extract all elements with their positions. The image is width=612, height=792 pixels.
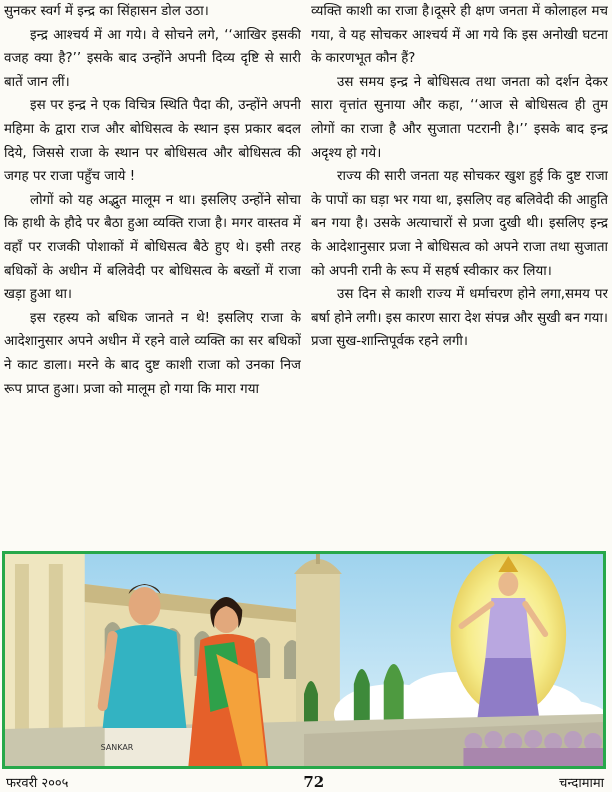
paragraph: उस समय इन्द्र ने बोधिसत्व तथा जनता को दर्शन देकर सारा वृत्तांत सुनाया और कहा, ‘‘आज से बोधिसत्व ही तुम लोगों का राजा है और सुजाता पटरानी है।’’ इसके बाद इन्द्र अदृश्य हो गये।: [311, 74, 608, 161]
right-column: [311, 0, 608, 548]
paragraph: इन्द्र आश्चर्य में आ गये। वे सोचने लगे, ‘‘आखिर इसकी वजह क्या है?’’ इसके बाद उन्होंने अपनी दिव्य दृष्टि से सारी बातें जान लीं।: [4, 27, 301, 90]
paragraph: सुनकर स्वर्ग में इन्द्र का सिंहासन डोल उठा।: [4, 4, 209, 19]
page-footer: [6, 772, 604, 792]
paragraph: इस रहस्य को बधिक जानते न थे! इसलिए राजा के आदेशानुसार अपने अधीन में रहने वाले व्यक्ति का सर बधिकों ने काट डाला। मरने के बाद दुष्ट काशी राजा को उनका निज रूप प्राप्त हुआ। प्रजा को मालूम हो गया कि मारा गया: [4, 310, 301, 397]
paragraph: उस दिन से काशी राज्य में धर्माचरण होने लगा,समय पर बर्षा होने लगी। इस कारण सारा देश संपन्न और सुखी बन गया। प्रजा सुख-शान्तिपूर्वक रहने लगी।: [311, 287, 608, 350]
issue-date: फरवरी २००५: [6, 776, 69, 791]
article-columns: [4, 0, 608, 548]
page-number: 72: [303, 773, 325, 791]
paragraph: इस पर इन्द्र ने एक विचित्र स्थिति पैदा की, उन्होंने अपनी महिमा के द्वारा राज और बोधिसत्व के स्थान इस प्रकार बदल दिये, जिससे राजा के स्थान पर बोधिसत्व और बोधिसत्व की जगह पर राजा पहुँच जाये !: [4, 98, 301, 185]
story-illustration: [2, 551, 606, 769]
paragraph: व्यक्ति काशी का राजा है।दूसरे ही क्षण जनता में कोलाहल मच गया, वे यह सोचकर आश्चर्य में आ गये कि इस अनोखी घटना के कारणभूत कौन हैं?: [311, 4, 608, 67]
magazine-name: चन्दामामा: [559, 776, 604, 791]
illustration-scene: [5, 554, 603, 766]
paragraph: लोगों को यह अद्भुत मालूम न था। इसलिए उन्होंने सोचा कि हाथी के हौदे पर बैठा हुआ व्यक्ति राजा है। मगर वास्तव में वहाँ पर राजकी पोशाकों में बोधिसत्व बैठे हुए थे। इसी तरह बधिकों के अधीन में बलिवेदी पर बोधिसत्व के बख्तों में राजा खड़ा हुआ था।: [4, 192, 301, 303]
left-column: [4, 0, 301, 548]
paragraph: राज्य की सारी जनता यह सोचकर खुश हुई कि दुष्ट राजा के पापों का घड़ा भर गया था, इसलिए वह बलिवेदी की आहुति बन गया है। उसके अत्याचारों से प्रजा दुखी थी। इसलिए इन्द्र के आदेशानुसार प्रजा ने बोधिसत्व को अपने राजा तथा सुजाता को अपनी रानी के रूप में सहर्ष स्वीकार कर लिया।: [311, 169, 608, 279]
artist-signature: SANKAR: [100, 742, 134, 753]
